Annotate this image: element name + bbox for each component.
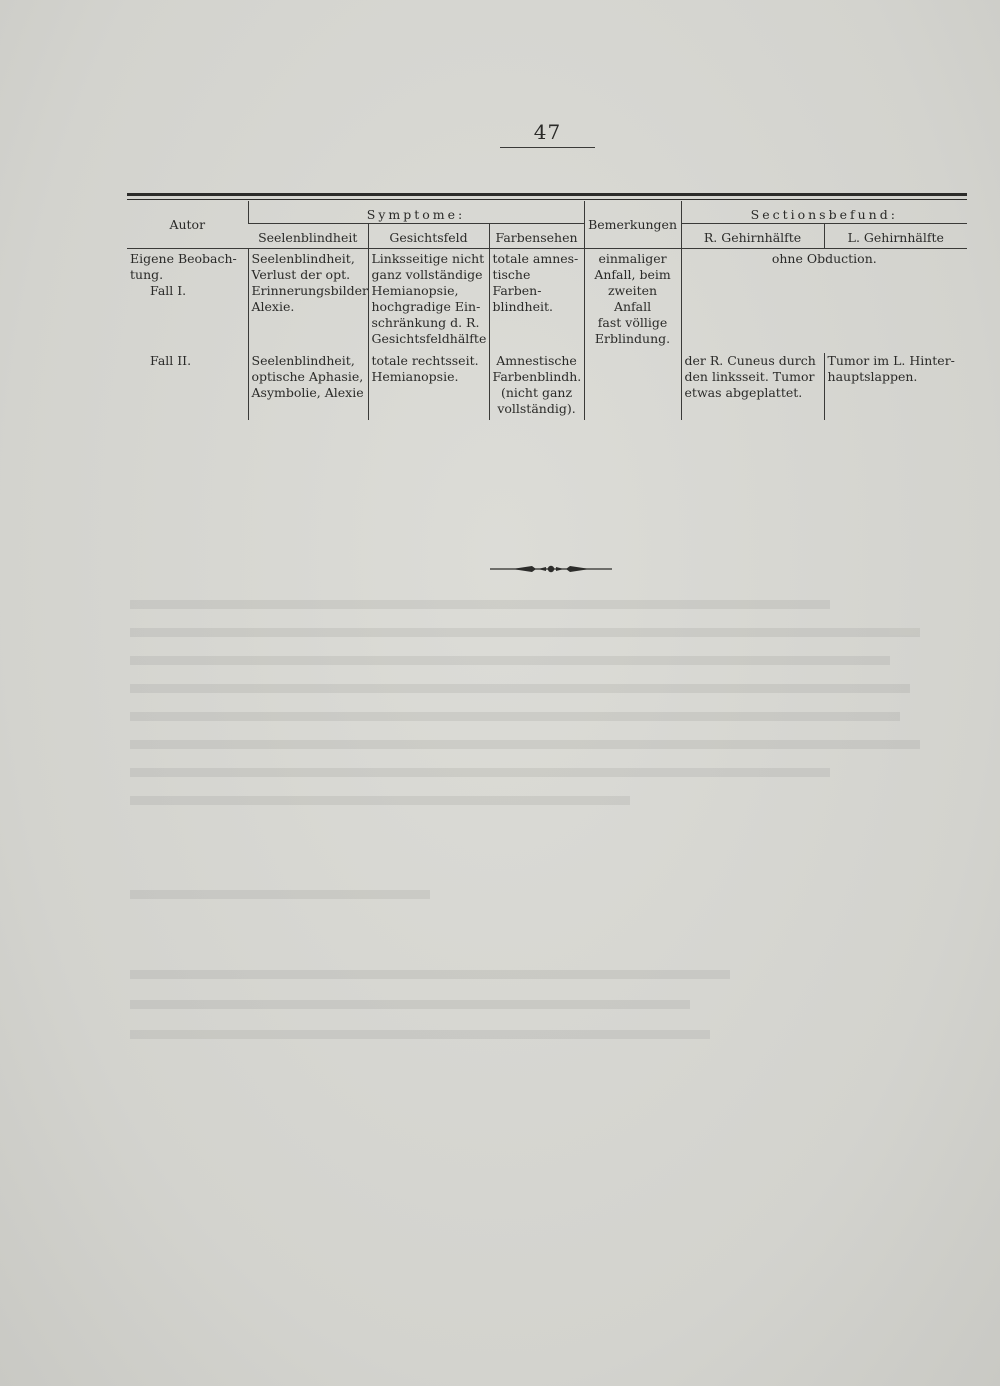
header-autor: Autor <box>127 201 248 249</box>
autor-text: Eigene Beobach- tung. <box>130 251 237 282</box>
cell-l-gehirnhaelfte: Tumor im L. Hinter- hauptslappen. <box>824 353 967 420</box>
header-r-gehirnhaelfte: R. Gehirnhälfte <box>681 224 824 249</box>
cell-gesichtsfeld: Linksseitige nicht ganz vollständige Hemianopsie, hochgradige Ein- schränkung d. R. Gesichtsfeldhälfte <box>368 249 489 354</box>
table-row <box>127 353 967 420</box>
header-sectionsbefund: Sectionsbefund: <box>681 201 967 224</box>
cell-seelenblindheit: Seelenblindheit, optische Aphasie, Asymbolie, Alexie <box>248 353 368 420</box>
header-symptome: Symptome: <box>248 201 584 224</box>
table-row <box>127 249 967 354</box>
case-label: Fall I. <box>150 283 187 298</box>
cell-bemerkungen: einmaliger Anfall, beim zweiten Anfall fast völlige Erblindung. <box>584 249 681 354</box>
table-top-thin-rule <box>127 199 967 200</box>
header-seelenblindheit: Seelenblindheit <box>248 224 368 249</box>
symptoms-table <box>127 201 967 420</box>
cell-autor <box>127 353 248 420</box>
cell-r-gehirnhaelfte: der R. Cuneus durch den linksseit. Tumor etwas abgeplattet. <box>681 353 824 420</box>
cell-farbensehen: totale amnes- tische Farben- blindheit. <box>489 249 584 354</box>
cell-sectionsbefund: ohne Obduction. <box>681 249 967 354</box>
cell-bemerkungen <box>584 353 681 420</box>
header-farbensehen: Farbensehen <box>489 224 584 249</box>
header-bemerkungen: Bemerkungen <box>584 201 681 249</box>
cell-autor <box>127 249 248 354</box>
table-top-thick-rule <box>127 193 967 196</box>
header-l-gehirnhaelfte: L. Gehirnhälfte <box>824 224 967 249</box>
cell-seelenblindheit: Seelenblindheit, Verlust der opt. Erinnerungsbilder Alexie. <box>248 249 368 354</box>
ornament-divider <box>490 559 612 579</box>
case-label: Fall II. <box>150 353 192 368</box>
page-number-rule <box>500 147 595 148</box>
cell-gesichtsfeld: totale rechtsseit. Hemianopsie. <box>368 353 489 420</box>
header-gesichtsfeld: Gesichtsfeld <box>368 224 489 249</box>
page-number: 47 <box>533 120 562 144</box>
cell-farbensehen: Amnestische Farbenblindh. (nicht ganz vollständig). <box>489 353 584 420</box>
